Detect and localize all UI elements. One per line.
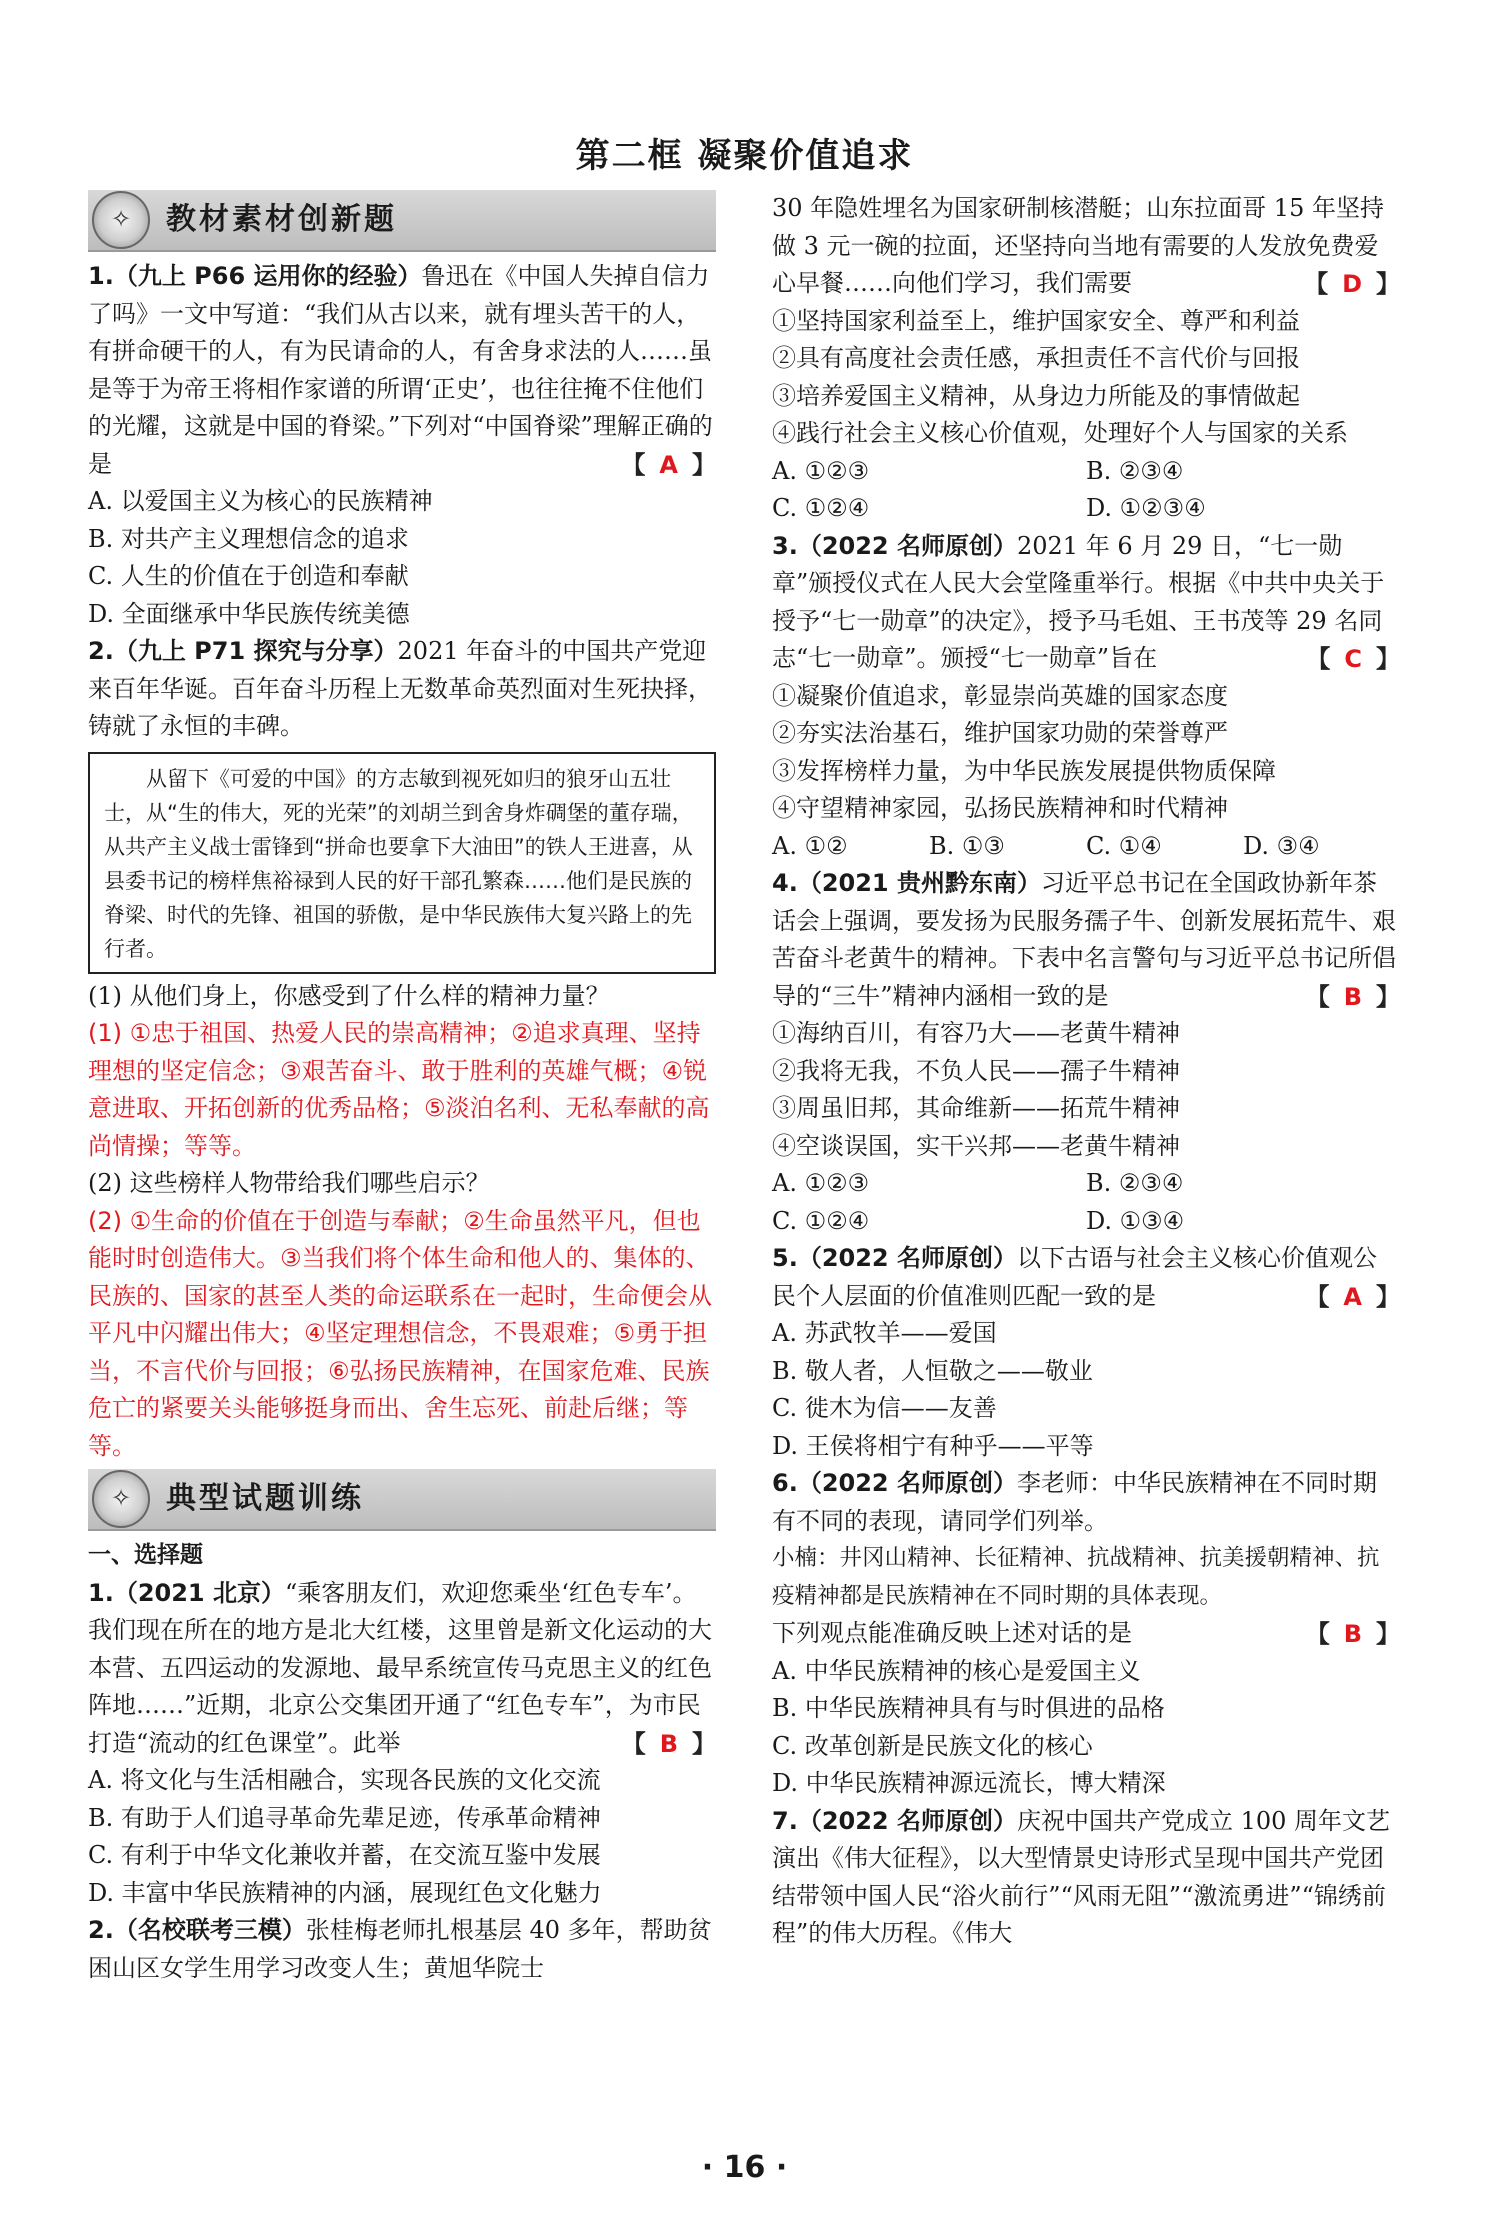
compass-icon: ✧ — [92, 1470, 150, 1528]
statement: ①凝聚价值追求，彰显崇尚英雄的国家态度 — [772, 681, 1228, 710]
option: B. ②③④ — [1086, 456, 1184, 485]
section-title: 教材素材创新题 — [166, 202, 397, 238]
question-text: 鲁迅在《中国人失掉自信力了吗》一文中写道：“我们从古以来，就有埋头苦干的人，有拼命硬干的人，有为民请命的人，有舍身求法的人……虽是等于为帝王将相作家谱的所谓‘正史’，也往往掩不住他们的光耀，这就是中国的脊梁。”下列对“中国脊梁”理解正确的是 — [88, 262, 713, 478]
answer-value: A — [1343, 1282, 1362, 1311]
question-source: （九上 P66 运用你的经验） — [113, 262, 422, 290]
question-text: 李老师：中华民族精神在不同时期有不同的表现，请同学们列举。 — [772, 1469, 1377, 1535]
answer-value: D — [1342, 270, 1362, 298]
answer-bracket: 【 B 】 — [1305, 1619, 1400, 1648]
question-ask — [772, 1615, 1400, 1653]
practice-question-7 — [772, 1803, 1400, 1953]
option-grid — [772, 1165, 1400, 1240]
practice-question-5 — [772, 1240, 1400, 1315]
option: A. 中华民族精神的核心是爱国主义 — [772, 1656, 1141, 1685]
sub-question: (1) 从他们身上，你感受到了什么样的精神力量？ — [88, 981, 610, 1010]
section-header-practice — [88, 1469, 716, 1531]
answer-bracket: 【 B 】 — [621, 1728, 716, 1758]
answer-text: (1) ①忠于祖国、热爱人民的崇高精神；②追求真理、坚持理想的坚定信念；③艰苦奋斗、敢于胜利的英雄气概；④锐意进取、开拓创新的优秀品格；⑤淡泊名利、无私奉献的高尚情操；等等。 — [88, 1019, 710, 1160]
question-number: 5. — [772, 1244, 798, 1272]
answer-text: (2) ①生命的价值在于创造与奉献；②生命虽然平凡，但也能时时创造伟大。③当我们将个体生命和他人的、集体的、民族的、国家的甚至人类的命运联系在一起时，生命便会从平凡中闪耀出伟大；④坚定理想信念，不畏艰难；⑤勇于担当，不言代价与回报；⑥弘扬民族精神，在国家危难、民族危亡的紧要关头能够挺身而出、舍生忘死、前赴后继；等等。 — [88, 1206, 712, 1460]
statement: ②夯实法治基石，维护国家功勋的荣誉尊严 — [772, 719, 1228, 747]
sub-question: (2) 这些榜样人物带给我们哪些启示？ — [88, 1169, 490, 1197]
statement: ③培养爱国主义精神，从身边力所能及的事情做起 — [772, 381, 1300, 410]
option-row — [772, 828, 1400, 866]
question-text: 2021 年 6 月 29 日，“七一勋章”颁授仪式在人民大会堂隆重举行。根据《中共中央关于授予“七一勋章”的决定》，授予马毛姐、王书茂等 29 名同志“七一勋章”。颁授“七一勋章”旨在 — [772, 531, 1385, 672]
section-title: 典型试题训练 — [166, 1481, 364, 1517]
question-source: （2021 贵州黔东南） — [797, 869, 1041, 897]
question-text: 习近平总书记在全国政协新年茶话会上强调，要发扬为民服务孺子牛、创新发展拓荒牛、艰苦奋斗老黄牛的精神。下表中名言警句与习近平总书记所倡导的“三牛”精神内涵相一致的是 — [772, 869, 1396, 1010]
question-number: 2. — [88, 1916, 114, 1944]
answer-bracket: 【 C 】 — [1306, 644, 1400, 673]
statement: ①坚持国家利益至上，维护国家安全、尊严和利益 — [772, 306, 1300, 335]
option: D. 王侯将相宁有种乎——平等 — [772, 1431, 1094, 1460]
answer-bracket: 【 A 】 — [621, 449, 716, 479]
option-grid — [772, 453, 1400, 528]
question-source: （2022 名师原创） — [797, 1469, 1017, 1497]
option: A. 以爱国主义为核心的民族精神 — [88, 487, 433, 515]
answer-value: B — [1343, 982, 1362, 1011]
answer-bracket: 【 D 】 — [1304, 269, 1400, 298]
page-title: 第二框 凝聚价值追求 — [575, 136, 914, 176]
question-text: 下列观点能准确反映上述对话的是 — [772, 1619, 1132, 1647]
option: B. 中华民族精神具有与时俱进的品格 — [772, 1694, 1165, 1722]
option: B. 有助于人们追寻革命先辈足迹，传承革命精神 — [88, 1803, 601, 1832]
question-2 — [88, 633, 716, 746]
question-text: 庆祝中国共产党成立 100 周年文艺演出《伟大征程》，以大型情景史诗形式呈现中国共产党团结带领中国人民“浴火前行”“风雨无阻”“激流勇进”“锦绣前程”的伟大历程。《伟大 — [772, 1806, 1391, 1947]
question-number: 1. — [88, 1578, 114, 1607]
practice-question-3 — [772, 528, 1400, 678]
statement: ④守望精神家园，弘扬民族精神和时代精神 — [772, 794, 1228, 822]
answer-value: B — [659, 1729, 678, 1758]
compass-icon: ✧ — [92, 191, 150, 249]
statement: ③周虽旧邦，其命维新——拓荒牛精神 — [772, 1094, 1180, 1122]
statement: ④践行社会主义核心价值观，处理好个人与国家的关系 — [772, 419, 1348, 447]
option: C. ①②④ — [772, 1206, 870, 1235]
question-source: （九上 P71 探究与分享） — [113, 637, 398, 665]
option: B. 对共产主义理想信念的追求 — [88, 524, 409, 553]
option: A. ①② — [772, 831, 848, 860]
option: D. 全面继承中华民族传统美德 — [88, 599, 410, 628]
option: C. 人生的价值在于创造和奉献 — [88, 562, 409, 590]
practice-question-2 — [88, 1912, 716, 1987]
statement: ②我将无我，不负人民——孺子牛精神 — [772, 1056, 1180, 1085]
option: D. 中华民族精神源远流长，博大精深 — [772, 1769, 1166, 1797]
question-text: “乘客朋友们，欢迎您乘坐‘红色专车’。我们现在所在的地方是北大红楼，这里曾是新文化运动的大本营、五四运动的发源地、最早系统宣传马克思主义的红色阵地……”近期，北京公交集团开通了“红色专车”，为市民打造“流动的红色课堂”。此举 — [88, 1578, 712, 1757]
option: A. ①②③ — [772, 1169, 870, 1197]
question-number: 4. — [772, 869, 798, 897]
question-text: 张桂梅老师扎根基层 40 多年，帮助贫困山区女学生用学习改变人生；黄旭华院士 — [88, 1916, 712, 1982]
question-number: 3. — [772, 531, 798, 560]
section-header-textbook — [88, 190, 716, 252]
statement: ②具有高度社会责任感，承担责任不言代价与回报 — [772, 344, 1300, 372]
question-number: 6. — [772, 1469, 798, 1497]
option: A. ①②③ — [772, 456, 870, 485]
dialog-text: 小楠：井冈山精神、长征精神、抗战精神、抗美援朝精神、抗疫精神都是民族精神在不同时期的具体表现。 — [772, 1545, 1380, 1609]
answer-value: B — [1343, 1620, 1362, 1648]
question-text: 30 年隐姓埋名为国家研制核潜艇；山东拉面哥 15 年坚持做 3 元一碗的拉面，还坚持向当地有需要的人发放免费爱心早餐……向他们学习，我们需要 — [772, 194, 1384, 297]
answer-bracket: 【 B 】 — [1305, 981, 1400, 1011]
left-column — [88, 190, 716, 1987]
option: C. ①②④ — [772, 494, 870, 522]
option: A. 将文化与生活相融合，实现各民族的文化交流 — [88, 1766, 601, 1794]
question-number: 2. — [88, 637, 114, 665]
option: C. 有利于中华文化兼收并蓄，在交流互鉴中发展 — [88, 1841, 601, 1869]
question-source: （2021 北京） — [113, 1578, 285, 1607]
question-source: （2022 名师原创） — [797, 1806, 1017, 1835]
option: D. ①③④ — [1086, 1206, 1185, 1235]
material-text: 从留下《可爱的中国》的方志敏到视死如归的狼牙山五壮士，从“生的伟大，死的光荣”的刘胡兰到舍身炸碉堡的董存瑞，从共产主义战士雷锋到“拼命也要拿下大油田”的铁人王进喜，从县委书记的榜样焦裕禄到人民的好干部孔繁森……他们是民族的脊梁、时代的先锋、祖国的骄傲，是中华民族伟大复兴路上的先行者。 — [104, 766, 693, 961]
practice-question-2-continued — [772, 190, 1400, 303]
option: D. ①②③④ — [1086, 494, 1206, 522]
statement: ④空谈误国，实干兴邦——老黄牛精神 — [772, 1131, 1180, 1160]
option: C. ①④ — [1086, 831, 1162, 860]
question-text: 2021 年奋斗的中国共产党迎来百年华诞。百年奋斗历程上无数革命英烈面对生死抉择，铸就了永恒的丰碑。 — [88, 637, 712, 740]
answer-value: A — [659, 450, 678, 479]
option: D. 丰富中华民族精神的内涵，展现红色文化魅力 — [88, 1878, 602, 1907]
subsection-title: 一、选择题 — [88, 1542, 203, 1568]
statement: ③发挥榜样力量，为中华民族发展提供物质保障 — [772, 756, 1276, 785]
question-number: 1. — [88, 262, 114, 290]
option: B. ②③④ — [1086, 1169, 1184, 1197]
right-column — [772, 190, 1400, 1953]
question-source: （名校联考三模） — [113, 1916, 306, 1944]
question-source: （2022 名师原创） — [797, 1244, 1017, 1272]
option: B. 敬人者，人恒敬之——敬业 — [772, 1356, 1093, 1385]
option: A. 苏武牧羊——爱国 — [772, 1319, 997, 1347]
practice-question-1 — [88, 1575, 716, 1763]
option: D. ③④ — [1243, 831, 1320, 860]
answer-bracket: 【 A 】 — [1305, 1281, 1400, 1311]
page-number: · 16 · — [701, 2150, 788, 2185]
option: B. ①③ — [929, 831, 1005, 860]
practice-question-4 — [772, 865, 1400, 1015]
answer-value: C — [1344, 645, 1362, 673]
statement: ①海纳百川，有容乃大——老黄牛精神 — [772, 1019, 1180, 1047]
option: C. 改革创新是民族文化的核心 — [772, 1731, 1093, 1760]
material-box — [88, 752, 716, 974]
question-text: 以下古语与社会主义核心价值观公民个人层面的价值准则匹配一致的是 — [772, 1244, 1377, 1310]
question-number: 7. — [772, 1806, 798, 1835]
practice-question-6 — [772, 1465, 1400, 1540]
question-1 — [88, 258, 716, 483]
option: C. 徙木为信——友善 — [772, 1394, 997, 1422]
question-source: （2022 名师原创） — [797, 531, 1017, 560]
